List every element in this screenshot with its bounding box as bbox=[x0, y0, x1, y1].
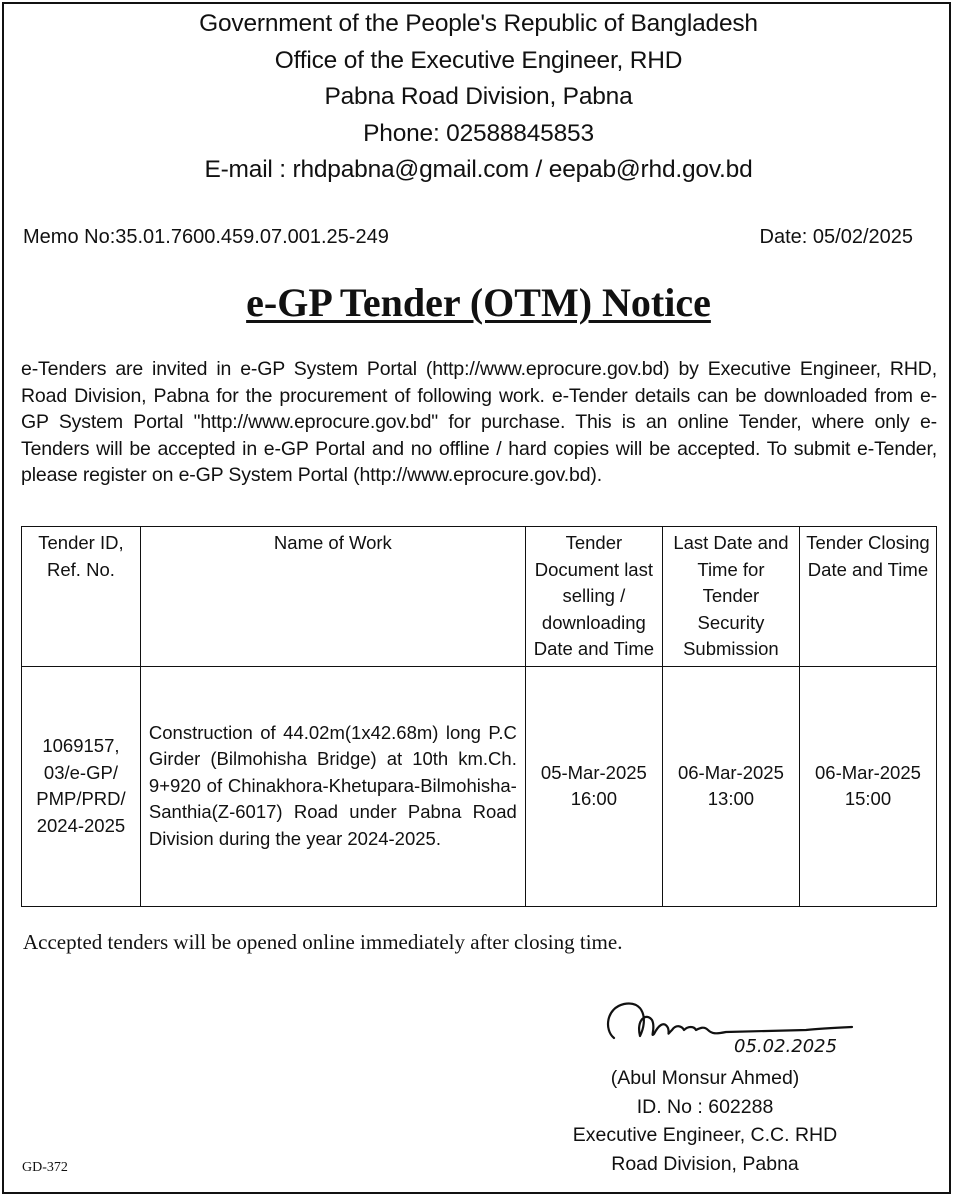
office-name: Office of the Executive Engineer, RHD bbox=[274, 46, 683, 74]
header-closing: Tender Closing Date and Time bbox=[799, 527, 936, 667]
intro-paragraph: e-Tenders are invited in e-GP System Portal (http://www.eprocure.gov.bd) by Executive Engineer, RHD, Road Division, Pabna for the procurement of following work. e-Tender details can be downloaded from e-GP System Portal "http://www.eprocure.gov.bd" for purchase. This is an online Tender, where only e-Tenders will be accepted in e-GP Portal and no offline / hard copies will be accepted. To submit e-Tender, please register on e-GP System Portal (http://www.eprocure.gov.bd). bbox=[21, 358, 937, 486]
email-addresses: E-mail : rhdpabna@gmail.com / eepab@rhd.gov.bd bbox=[204, 156, 753, 183]
header-name-of-work: Name of Work bbox=[140, 527, 525, 667]
header-doc-selling: Tender Document last selling / downloading Date and Time bbox=[525, 527, 662, 667]
security-date: 06-Mar-2025 bbox=[677, 761, 784, 783]
notice-title-text: e-GP Tender (OTM) Notice bbox=[246, 280, 711, 325]
tender-id-line: 1069157, bbox=[42, 735, 120, 756]
header-security: Last Date and Time for Tender Security Submission bbox=[662, 527, 799, 667]
signer-designation: Executive Engineer, C.C. RHD bbox=[572, 1124, 838, 1146]
closing-time: 15:00 bbox=[844, 788, 892, 809]
header-tender-id: Tender ID, Ref. No. bbox=[22, 527, 141, 667]
phone-number: Phone: 02588845853 bbox=[363, 119, 594, 147]
cell-doc-selling bbox=[525, 666, 662, 906]
doc-selling-time: 16:00 bbox=[570, 788, 618, 809]
security-time: 13:00 bbox=[707, 788, 755, 809]
memo-date: Date: 05/02/2025 bbox=[759, 226, 913, 248]
signer-name: (Abul Monsur Ahmed) bbox=[610, 1067, 800, 1089]
cell-name-of-work: Construction of 44.02m(1x42.68m) long P.C Girder (Bilmohisha Bridge) at 10th km.Ch. 9+920 of Chinakhora-Khetupara-Bilmohisha-Santhia(Z-6017) Road under Pabna Road Division during the year 2024-2025. bbox=[140, 666, 525, 906]
cell-closing bbox=[799, 666, 936, 906]
closing-date: 06-Mar-2025 bbox=[815, 761, 921, 783]
signature-image bbox=[596, 990, 876, 1060]
signer-id: ID. No : 602288 bbox=[636, 1095, 774, 1118]
opening-note: Accepted tenders will be opened online immediately after closing time. bbox=[23, 930, 623, 954]
cell-tender-id bbox=[22, 666, 141, 906]
memo-number: Memo No:35.01.7600.459.07.001.25-249 bbox=[23, 226, 389, 248]
tender-id-line: 2024-2025 bbox=[36, 814, 126, 836]
table-header-row bbox=[22, 527, 937, 667]
government-name: Government of the People's Republic of Bangladesh bbox=[199, 10, 758, 37]
table-row bbox=[22, 666, 937, 906]
signer-block bbox=[520, 1064, 890, 1178]
notice-title bbox=[0, 278, 957, 328]
gd-code: GD-372 bbox=[22, 1160, 68, 1175]
tender-id-line: 03/e-GP/ bbox=[43, 761, 118, 783]
doc-selling-date: 05-Mar-2025 bbox=[540, 761, 647, 783]
letterhead bbox=[0, 6, 957, 189]
division-name: Pabna Road Division, Pabna bbox=[324, 83, 633, 110]
signer-office: Road Division, Pabna bbox=[611, 1152, 799, 1175]
cell-security bbox=[662, 666, 799, 906]
tender-table bbox=[21, 526, 937, 907]
tender-id-line: PMP/PRD/ bbox=[36, 788, 126, 809]
signature-date: 05.02.2025 bbox=[734, 1036, 838, 1057]
